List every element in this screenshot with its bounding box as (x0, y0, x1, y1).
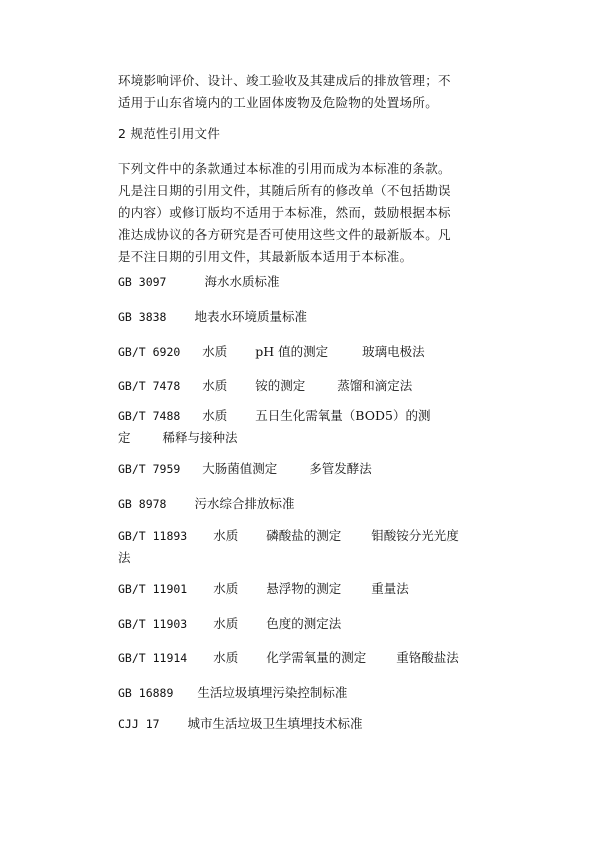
reference-gbt11914 (118, 647, 488, 669)
reference-part3: 重铬酸盐法 (396, 650, 459, 665)
reference-gb8978 (118, 493, 488, 515)
body-line-3: 的内容）或修订版均不适用于本标准，然而，鼓励根据本标 (118, 205, 451, 220)
reference-part1: 水质 (213, 650, 239, 665)
reference-gbt11903 (118, 613, 488, 635)
reference-code: GB 16889 (118, 686, 174, 700)
reference-gb3097 (118, 271, 488, 293)
reference-title: 地表水环境质量标准 (194, 309, 307, 324)
reference-title: 污水综合排放标准 (194, 496, 295, 511)
intro-paragraph (118, 70, 478, 114)
reference-title: 生活垃圾填埋污染控制标准 (197, 685, 348, 700)
reference-part1: 大肠菌值测定 (202, 461, 278, 476)
body-line-1: 下列文件中的条款通过本标准的引用而成为本标准的条款。 (118, 161, 451, 176)
reference-part3: 重量法 (371, 581, 409, 596)
reference-cjj17 (118, 713, 488, 735)
reference-gbt6920 (118, 341, 488, 363)
reference-code: GB 3097 (118, 275, 167, 289)
reference-gb3838 (118, 306, 488, 328)
reference-part1: 水质 (202, 344, 228, 359)
reference-part2: 多管发酵法 (309, 461, 372, 476)
reference-gbt11893 (118, 525, 488, 569)
reference-code: GB/T 11901 (118, 582, 188, 596)
body-line-4: 准达成协议的各方研究是否可使用这些文件的最新版本。凡 (118, 227, 451, 242)
reference-part3: 蒸馏和滴定法 (337, 378, 413, 393)
body-line-5: 是不注日期的引用文件，其最新版本适用于本标准。 (118, 249, 413, 264)
reference-part2: 磷酸盐的测定 (266, 528, 342, 543)
reference-part1: 水质 (213, 528, 239, 543)
reference-gbt7488 (118, 405, 488, 449)
reference-part2: 五日生化需氧量（BOD5）的测 (255, 408, 431, 423)
section-heading: 2 规范性引用文件 (118, 126, 221, 141)
reference-code: GB 3838 (118, 310, 167, 324)
intro-line-1: 环境影响评价、设计、竣工验收及其建成后的排放管理；不 (118, 73, 451, 88)
reference-gbt11901 (118, 578, 488, 600)
reference-code: GB/T 6920 (118, 345, 181, 359)
reference-part3: 钼酸铵分光光度 (371, 528, 459, 543)
body-line-2: 凡是注日期的引用文件，其随后所有的修改单（不包括勘误 (118, 183, 451, 198)
reference-code: GB/T 7959 (118, 462, 181, 476)
reference-gbt7959 (118, 458, 488, 480)
reference-code: GB/T 7478 (118, 379, 181, 393)
reference-part2: pH 值的测定 (255, 344, 329, 359)
reference-part3: 稀释与接种法 (162, 430, 238, 445)
reference-continuation: 定 (118, 430, 131, 445)
reference-part2: 化学需氧量的测定 (266, 650, 367, 665)
reference-code: GB/T 7488 (118, 409, 181, 423)
reference-part2: 悬浮物的测定 (266, 581, 342, 596)
reference-part1: 水质 (202, 378, 228, 393)
reference-title: 城市生活垃圾卫生填埋技术标准 (187, 716, 363, 731)
reference-part1: 水质 (213, 616, 239, 631)
reference-continuation: 法 (118, 550, 131, 565)
reference-part2: 色度的测定法 (266, 616, 342, 631)
reference-gb16889 (118, 682, 488, 704)
reference-title: 海水水质标准 (204, 274, 280, 289)
reference-code: CJJ 17 (118, 717, 160, 731)
reference-gbt7478 (118, 375, 488, 397)
body-paragraph (118, 158, 478, 268)
reference-part3: 玻璃电极法 (362, 344, 425, 359)
reference-code: GB/T 11893 (118, 529, 188, 543)
reference-code: GB/T 11903 (118, 617, 188, 631)
reference-part2: 铵的测定 (255, 378, 306, 393)
reference-part1: 水质 (202, 408, 228, 423)
reference-code: GB/T 11914 (118, 651, 188, 665)
reference-code: GB 8978 (118, 497, 167, 511)
reference-part1: 水质 (213, 581, 239, 596)
intro-line-2: 适用于山东省境内的工业固体废物及危险物的处置场所。 (118, 95, 439, 110)
